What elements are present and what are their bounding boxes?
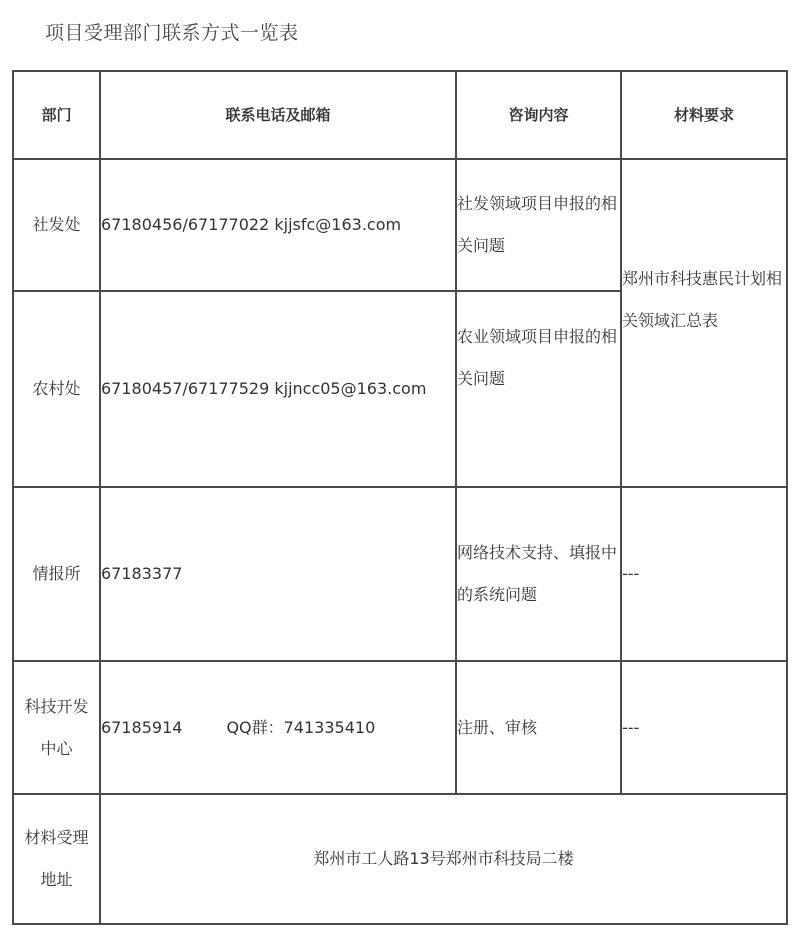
dept-cell	[13, 159, 100, 291]
dept-label: 情报所	[32, 564, 81, 583]
header-material: 材料要求	[621, 71, 787, 159]
dept-cell	[13, 661, 100, 794]
table-row	[13, 661, 787, 794]
table-row	[13, 159, 787, 291]
table-row	[13, 487, 787, 661]
contact-cell	[100, 661, 456, 794]
consult-text: 农业领域项目申报的相关问题	[457, 327, 618, 388]
dept-cell	[13, 291, 100, 487]
contact-qq: QQ群：741335410	[226, 717, 376, 737]
consult-text: 网络技术支持、填报中的系统问题	[457, 543, 618, 604]
material-cell: ---	[621, 487, 787, 661]
dept-label: 科技开发中心	[24, 696, 89, 758]
dept-cell	[13, 794, 100, 924]
address-value: 郑州市工人路13号郑州市科技局二楼	[100, 794, 787, 924]
contact-table	[12, 70, 788, 925]
header-contact: 联系电话及邮箱	[100, 71, 456, 159]
table-header-row	[13, 71, 787, 159]
consult-cell	[456, 291, 621, 487]
consult-cell	[456, 661, 621, 794]
contact-phone: 67185914	[101, 717, 183, 737]
consult-cell	[456, 487, 621, 661]
material-cell: ---	[621, 661, 787, 794]
material-text: 郑州市科技惠民计划相关领域汇总表	[622, 269, 783, 330]
dept-cell	[13, 487, 100, 661]
consult-text: 注册、审核	[457, 717, 538, 737]
page-title: 项目受理部门联系方式一览表	[45, 22, 299, 44]
material-cell	[621, 159, 787, 487]
table-row	[13, 794, 787, 924]
contact-cell: 67180456/67177022 kjjsfc@163.com	[100, 159, 456, 291]
dept-label: 农村处	[32, 379, 81, 398]
dept-label: 社发处	[32, 215, 81, 234]
consult-cell	[456, 159, 621, 291]
address-label: 材料受理地址	[24, 828, 89, 889]
consult-text: 社发领域项目申报的相关问题	[457, 194, 618, 255]
header-dept: 部门	[13, 71, 100, 159]
contact-cell: 67180457/67177529 kjjncc05@163.com	[100, 291, 456, 487]
header-consult: 咨询内容	[456, 71, 621, 159]
contact-cell: 67183377	[100, 487, 456, 661]
